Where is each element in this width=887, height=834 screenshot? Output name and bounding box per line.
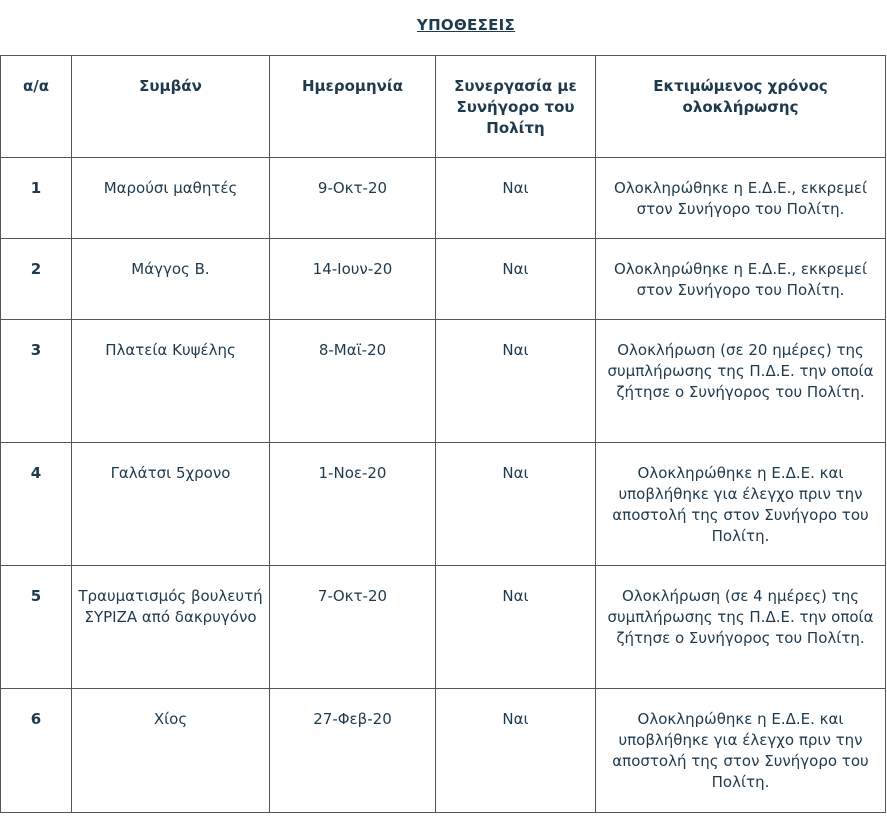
- cell-incident: Μάγγος Β.: [72, 239, 270, 320]
- cell-completion: Ολοκληρώθηκε η Ε.Δ.Ε. και υποβλήθηκε για έλεγχο πριν την αποστολή της στον Συνήγορο του Πολίτη.: [596, 689, 886, 813]
- table-row: [1, 158, 886, 239]
- cell-index: 2: [1, 239, 72, 320]
- cell-date: 14-Ιουν-20: [270, 239, 436, 320]
- cell-date: 27-Φεβ-20: [270, 689, 436, 813]
- cell-incident: Πλατεία Κυψέλης: [72, 320, 270, 443]
- cell-incident: Χίος: [72, 689, 270, 813]
- header-incident: Συμβάν: [72, 56, 270, 158]
- cell-incident: Γαλάτσι 5χρονο: [72, 443, 270, 566]
- cell-cooperation: Ναι: [436, 158, 596, 239]
- cell-cooperation: Ναι: [436, 320, 596, 443]
- page-title: ΥΠΟΘΕΣΕΙΣ: [416, 16, 516, 34]
- header-index: α/α: [1, 56, 72, 158]
- table-row: [1, 443, 886, 566]
- cell-cooperation: Ναι: [436, 443, 596, 566]
- table-row: [1, 689, 886, 813]
- cell-date: 1-Νοε-20: [270, 443, 436, 566]
- cell-completion: Ολοκληρώθηκε η Ε.Δ.Ε. και υποβλήθηκε για έλεγχο πριν την αποστολή της στον Συνήγορο του Πολίτη.: [596, 443, 886, 566]
- cell-date: 9-Οκτ-20: [270, 158, 436, 239]
- cell-completion: Ολοκληρώθηκε η Ε.Δ.Ε., εκκρεμεί στον Συνήγορο του Πολίτη.: [596, 158, 886, 239]
- table-row: [1, 320, 886, 443]
- cell-index: 1: [1, 158, 72, 239]
- cell-completion: Ολοκλήρωση (σε 20 ημέρες) της συμπλήρωσης της Π.Δ.Ε. την οποία ζήτησε ο Συνήγορος του Πολίτη.: [596, 320, 886, 443]
- header-ombudsman-cooperation: Συνεργασία με Συνήγορο του Πολίτη: [436, 56, 596, 158]
- cell-completion: Ολοκληρώθηκε η Ε.Δ.Ε., εκκρεμεί στον Συνήγορο του Πολίτη.: [596, 239, 886, 320]
- cell-cooperation: Ναι: [436, 566, 596, 689]
- table-header-row: [1, 56, 886, 158]
- header-estimated-completion: Εκτιμώμενος χρόνος ολοκλήρωσης: [596, 56, 886, 158]
- cell-incident: Τραυματισμός βουλευτή ΣΥΡΙΖΑ από δακρυγόνο: [72, 566, 270, 689]
- table-row: [1, 239, 886, 320]
- cell-index: 5: [1, 566, 72, 689]
- cell-date: 8-Μαϊ-20: [270, 320, 436, 443]
- cell-cooperation: Ναι: [436, 689, 596, 813]
- cell-index: 6: [1, 689, 72, 813]
- cases-table: [0, 55, 886, 813]
- cell-cooperation: Ναι: [436, 239, 596, 320]
- cell-completion: Ολοκλήρωση (σε 4 ημέρες) της συμπλήρωσης της Π.Δ.Ε. την οποία ζήτησε ο Συνήγορος του Πολίτη.: [596, 566, 886, 689]
- header-date: Ημερομηνία: [270, 56, 436, 158]
- cell-date: 7-Οκτ-20: [270, 566, 436, 689]
- cell-incident: Μαρούσι μαθητές: [72, 158, 270, 239]
- cell-index: 4: [1, 443, 72, 566]
- table-row: [1, 566, 886, 689]
- cell-index: 3: [1, 320, 72, 443]
